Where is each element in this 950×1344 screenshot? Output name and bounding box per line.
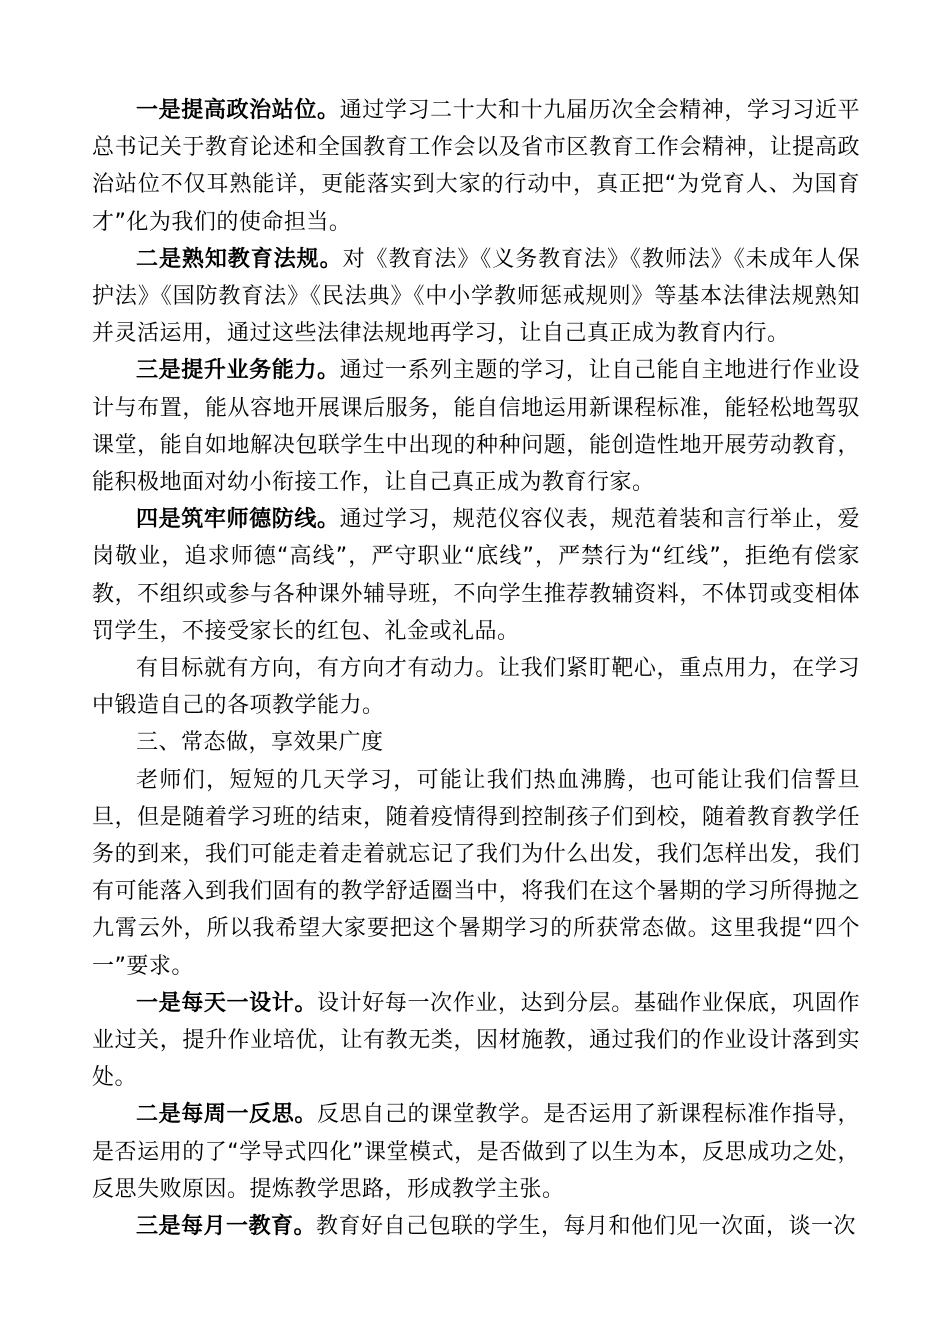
paragraph-text: 有目标就有方向，有方向才有动力。让我们紧盯靶心，重点用力，在学习中锻造自己的各项教学能力。 [92,656,860,719]
paragraph-lead: 一是提高政治站位。 [136,98,340,123]
paragraph-text: 设计好每一次作业，达到分层。基础作业保底，巩固作业过关，提升作业培优，让有教无类，因材施教，通过我们的作业设计落到实处。 [92,990,860,1091]
paragraph-professional-ability [92,352,860,501]
paragraph-text: 反思自己的课堂教学。是否运用了新课程标准作指导，是否运用的了“学导式四化”课堂模式，是否做到了以生为本，反思成功之处，反思失败原因。提炼教学思路，形成教学主张。 [92,1102,860,1202]
paragraph-lead: 三是提升业务能力。 [136,358,340,384]
paragraph-political-stance [92,92,860,241]
paragraph-teacher-ethics [92,501,860,650]
section-heading-text: 三、常态做，享效果广度 [136,730,384,756]
paragraph-lead: 二是熟知教育法规。 [136,246,343,272]
paragraph-routine-intro [92,762,860,985]
paragraph-text: 老师们，短短的几天学习，可能让我们热血沸腾，也可能让我们信誓旦旦，但是随着学习班的结束，随着疫情得到控制孩子们到校，随着教育教学任务的到来，我们可能走着走着就忘记了我们为什么出发，我们怎样出发，我们有可能落入到我们固有的教学舒适圈当中，将我们在这个暑期的学习所得抛之九霄云外，所以我希望大家要把这个暑期学习的所获常态做。这里我提“四个一”要求。 [92,767,860,979]
paragraph-lead: 三是每月一教育。 [136,1214,317,1240]
paragraph-lead: 四是筑牢师德防线。 [136,507,340,533]
paragraph-text: 通过学习二十大和十九届历次全会精神，学习习近平总书记关于教育论述和全国教育工作会以及省市区教育工作会精神，让提高政治站位不仅耳熟能详，更能落实到大家的行动中，真正把“为党育人、为国育才”化为我们的使命担当。 [92,98,860,235]
paragraph-goal-summary [92,650,860,724]
section-heading [92,724,860,761]
paragraph-text: 通过一系列主题的学习，让自己能自主地进行作业设计与布置，能从容地开展课后服务，能自信地运用新课程标准，能轻松地驾驭课堂，能自如地解决包联学生中出现的种种问题，能创造性地开展劳动教育，能积极地面对幼小衔接工作，让自己真正成为教育行家。 [92,358,860,496]
paragraph-text: 通过学习，规范仪容仪表，规范着装和言行举止，爱岗敬业，追求师德“高线”，严守职业“底线”，严禁行为“红线”，拒绝有偿家教，不组织或参与各种课外辅导班，不向学生推荐教辅资料，不体罚或变相体罚学生，不接受家长的红包、礼金或礼品。 [92,507,860,644]
paragraph-text: 教育好自己包联的学生，每月和他们见一次面，谈一次 [316,1214,857,1240]
paragraph-daily-design [92,985,860,1097]
paragraph-text: 对《教育法》《义务教育法》《教师法》《未成年人保护法》《国防教育法》《民法典》《中小学教师惩戒规则》等基本法律法规熟知并灵活运用，通过这些法律法规地再学习，让自己真正成为教育内行。 [92,246,860,347]
paragraph-monthly-education [92,1208,860,1245]
paragraph-education-laws [92,241,860,353]
paragraph-weekly-reflection [92,1096,860,1208]
document-page [92,92,860,1245]
paragraph-lead: 一是每天一设计。 [136,990,318,1016]
paragraph-lead: 二是每周一反思。 [136,1102,318,1128]
